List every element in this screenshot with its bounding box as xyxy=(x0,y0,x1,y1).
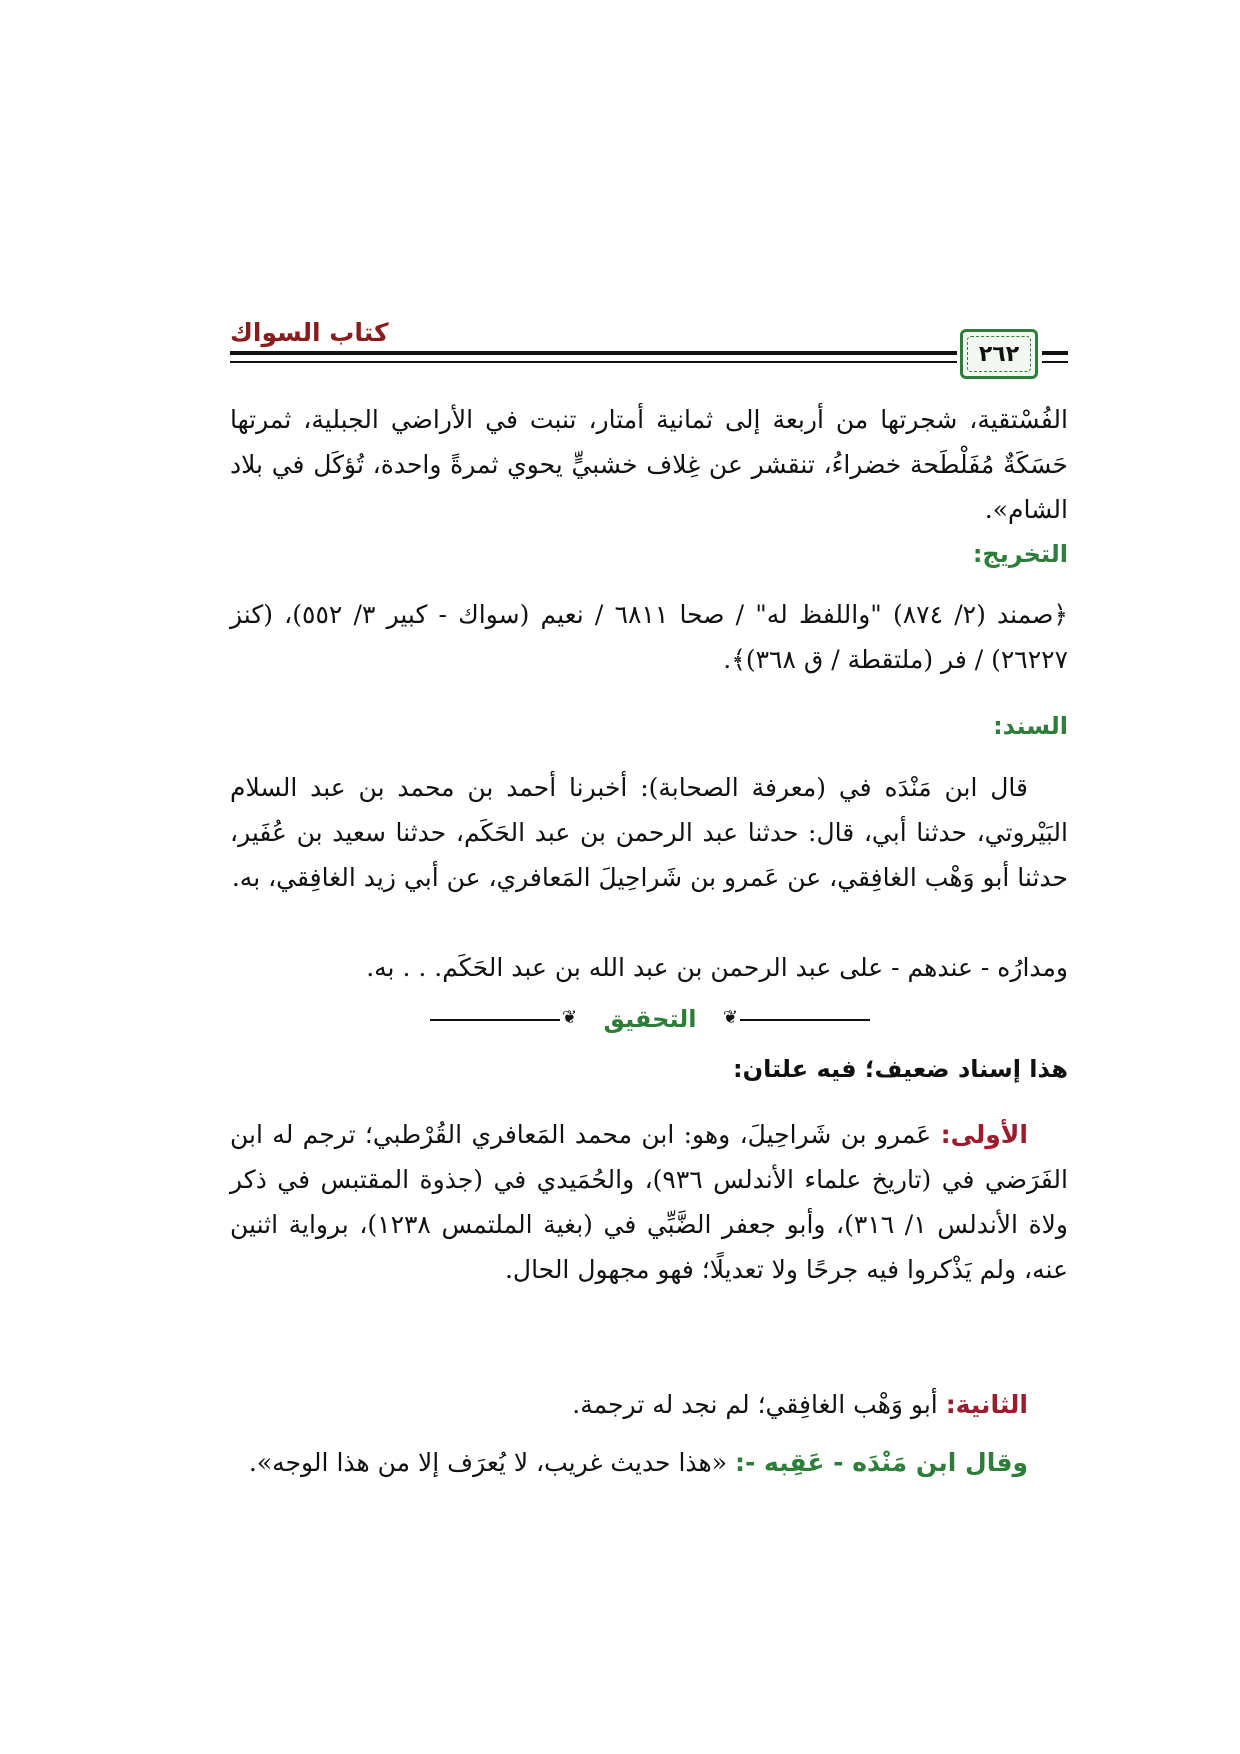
first-reason xyxy=(230,1112,1068,1292)
header-rule-right-thin xyxy=(1042,361,1068,363)
page-number: ٢٦٢ xyxy=(978,341,1020,367)
header-rule-right xyxy=(1042,351,1068,355)
takhrij-heading: التخريج: xyxy=(972,540,1068,568)
ibn-mandah-paragraph xyxy=(230,1440,1068,1485)
sanad-heading: السند: xyxy=(993,712,1068,740)
ornament-left-icon: ❦ xyxy=(562,1007,578,1028)
first-label: الأولى: xyxy=(940,1120,1028,1149)
divider-line-right xyxy=(740,1019,870,1021)
ibn-mandah-label: وقال ابن مَنْدَه - عَقِبه -: xyxy=(734,1448,1028,1477)
second-label: الثانية: xyxy=(945,1390,1028,1419)
page-number-badge xyxy=(960,329,1038,379)
takhrij-paragraph xyxy=(230,592,1068,682)
ibn-mandah-remark xyxy=(230,1440,1068,1485)
header-rule xyxy=(230,351,957,355)
ornament-right-icon: ❦ xyxy=(722,1007,738,1028)
madar-text: ومدارُه - عندهم - على عبد الرحمن بن عبد الله بن عبد الحَكَم. . . به. xyxy=(366,953,1068,982)
madar-paragraph xyxy=(230,945,1068,990)
sanad-paragraph xyxy=(230,765,1068,900)
intro-paragraph xyxy=(230,397,1068,532)
tahqiq-heading: التحقيق xyxy=(603,1005,697,1033)
header-rule-thin xyxy=(230,361,957,363)
tahqiq-divider xyxy=(430,1005,870,1035)
second-text: أبو وَهْب الغافِقي؛ لم نجد له ترجمة. xyxy=(572,1390,946,1419)
takhrij-text: ﴿صمند (٢/ ٨٧٤) "واللفظ له" / صحا ٦٨١١ / نعيم (سواك - كبير ٣/ ٥٥٢)، (كنز ٢٦٢٢٧) / فر (ملتقطة / ق ٣٦٨)﴾. xyxy=(230,600,1069,674)
book-title: كتاب السواك xyxy=(230,318,389,347)
first-reason-paragraph xyxy=(230,1112,1068,1292)
sanad-text: قال ابن مَنْدَه في (معرفة الصحابة): أخبرنا أحمد بن محمد بن عبد السلام البَيْروتي، حدثنا أبي، قال: حدثنا عبد الرحمن بن عبد الحَكَم، حدثنا سعيد بن عُفَير، حدثنا أبو وَهْب الغافِقي، عن عَمرو بن شَراحِيلَ المَعافري، عن أبي زيد الغافِقي، به. xyxy=(230,773,1068,892)
first-text: عَمرو بن شَراحِيلَ، وهو: ابن محمد المَعافري القُرْطبي؛ ترجم له ابن الفَرَضي في (تاريخ علماء الأندلس ٩٣٦)، والحُمَيدي في (جذوة المقتبس في ذكر ولاة الأندلس ١/ ٣١٦)، وأبو جعفر الضَّبِّي في (بغية الملتمس ١٢٣٨)، برواية اثنين عنه، ولم يَذْكروا فيه جرحًا ولا تعديلًا؛ فهو مجهول الحال. xyxy=(230,1120,1069,1284)
intro-text: الفُسْتقية، شجرتها من أربعة إلى ثمانية أمتار، تنبت في الأراضي الجبلية، ثمرتها حَسَكَةٌ مُفَلْطَحة خضراءُ، تنقشر عن غِلاف خشبيٍّ يحوي ثمرةً واحدة، تُؤكَل في بلاد الشام». xyxy=(230,405,1068,524)
second-reason xyxy=(230,1382,1068,1427)
tahqiq-intro: هذا إسناد ضعيف؛ فيه علتان: xyxy=(733,1055,1068,1083)
second-reason-paragraph xyxy=(230,1382,1068,1427)
ibn-mandah-quote: «هذا حديث غريب، لا يُعرَف إلا من هذا الوجه». xyxy=(248,1448,735,1477)
